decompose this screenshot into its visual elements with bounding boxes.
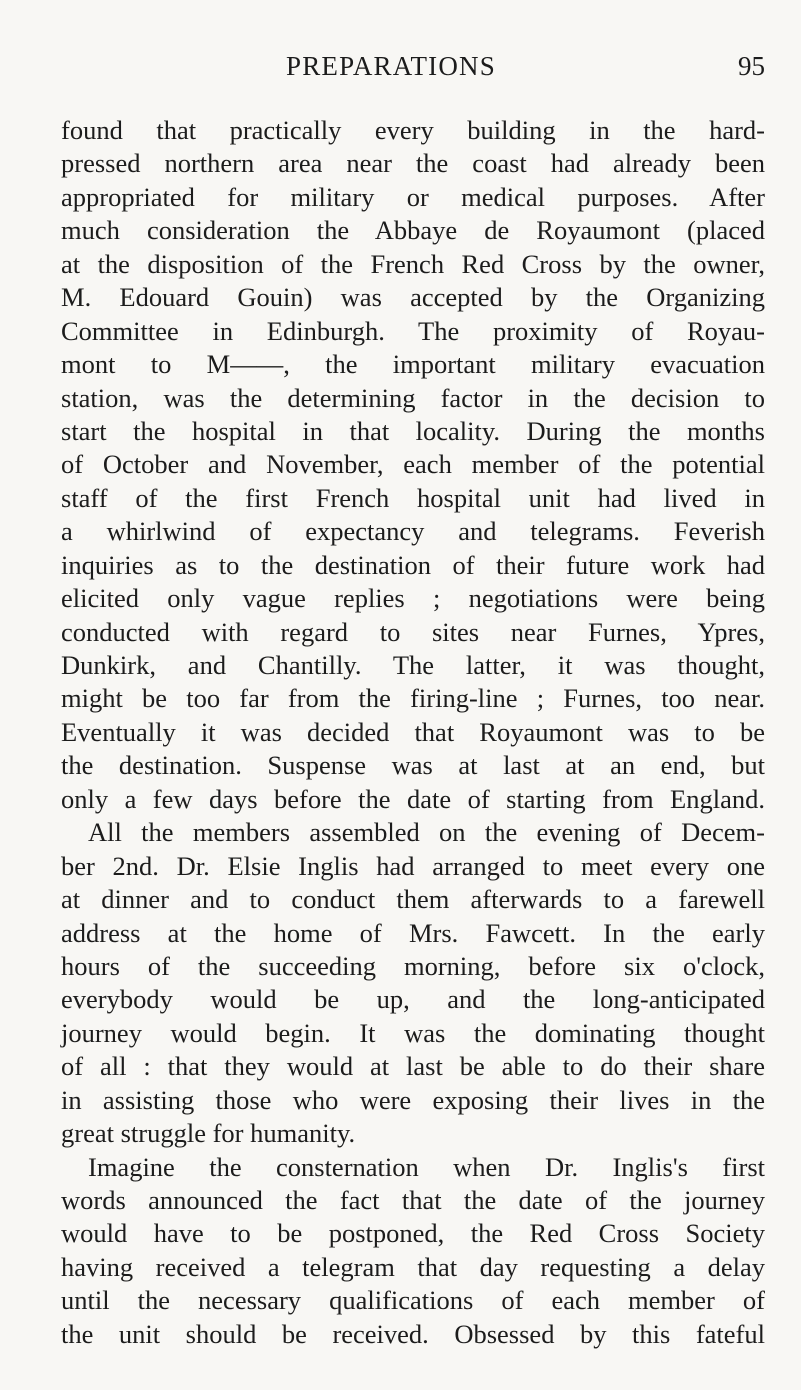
body-text bbox=[61, 114, 765, 1351]
text-line: until the necessary qualifications of each member of bbox=[61, 1285, 765, 1316]
text-line: of all : that they would at last be able to do their share bbox=[61, 1051, 765, 1082]
paragraph-last-line: great struggle for humanity. bbox=[61, 1118, 356, 1149]
text-line: ber 2nd. Dr. Elsie Inglis had arranged to meet every one bbox=[61, 850, 765, 881]
text-line: in assisting those who were exposing their lives in the bbox=[61, 1084, 765, 1115]
text-line: at dinner and to conduct them afterwards to a farewell bbox=[61, 884, 765, 915]
text-line: a whirlwind of expectancy and telegrams. Feverish bbox=[61, 516, 765, 547]
text-line: would have to be postponed, the Red Cross Society bbox=[61, 1218, 765, 1249]
text-line: hours of the succeeding morning, before six o'clock, bbox=[61, 950, 765, 981]
text-line: staff of the first French hospital unit had lived in bbox=[61, 482, 765, 513]
text-line: found that practically every building in the hard- bbox=[61, 115, 765, 145]
text-line: only a few days before the date of starting from England. bbox=[61, 783, 765, 814]
text-line: having received a telegram that day requesting a delay bbox=[61, 1251, 765, 1282]
text-line: elicited only vague replies ; negotiations were being bbox=[61, 583, 765, 614]
paragraph-first-line: Imagine the consternation when Dr. Inglis's first bbox=[88, 1151, 765, 1182]
text-line: appropriated for military or medical purposes. After bbox=[61, 181, 765, 212]
text-line: the destination. Suspense was at last at an end, but bbox=[61, 750, 765, 781]
text-line: words announced the fact that the date of the journey bbox=[61, 1185, 765, 1215]
text-line: of October and November, each member of the potential bbox=[61, 449, 765, 480]
text-line: conducted with regard to sites near Furnes, Ypres, bbox=[61, 616, 765, 647]
text-line: inquiries as to the destination of their future work had bbox=[61, 549, 765, 580]
text-line: Eventually it was decided that Royaumont was to be bbox=[61, 716, 765, 747]
text-line: might be too far from the firing-line ; Furnes, too near. bbox=[61, 683, 765, 714]
text-line: the unit should be received. Obsessed by this fateful bbox=[61, 1318, 765, 1349]
text-line: mont to M——, the important military evacuation bbox=[61, 349, 765, 380]
text-line: much consideration the Abbaye de Royaumont (placed bbox=[61, 215, 765, 246]
text-line: journey would begin. It was the dominating thought bbox=[61, 1017, 765, 1048]
text-line: at the disposition of the French Red Cross by the owner, bbox=[61, 248, 765, 279]
running-title: PREPARATIONS bbox=[286, 51, 496, 81]
text-line: Committee in Edinburgh. The proximity of Royau- bbox=[61, 315, 765, 346]
text-line: everybody would be up, and the long-anticipated bbox=[61, 984, 765, 1015]
page-number: 95 bbox=[738, 51, 765, 81]
text-line: M. Edouard Gouin) was accepted by the Organizing bbox=[61, 282, 765, 313]
text-line: pressed northern area near the coast had already been bbox=[61, 148, 765, 179]
running-head bbox=[0, 50, 801, 90]
paragraph-first-line: All the members assembled on the evening of Decem- bbox=[88, 817, 765, 848]
text-line: station, was the determining factor in the decision to bbox=[61, 382, 765, 413]
text-line: Dunkirk, and Chantilly. The latter, it was thought, bbox=[61, 650, 765, 680]
text-line: start the hospital in that locality. During the months bbox=[61, 415, 765, 446]
text-line: address at the home of Mrs. Fawcett. In the early bbox=[61, 917, 765, 948]
